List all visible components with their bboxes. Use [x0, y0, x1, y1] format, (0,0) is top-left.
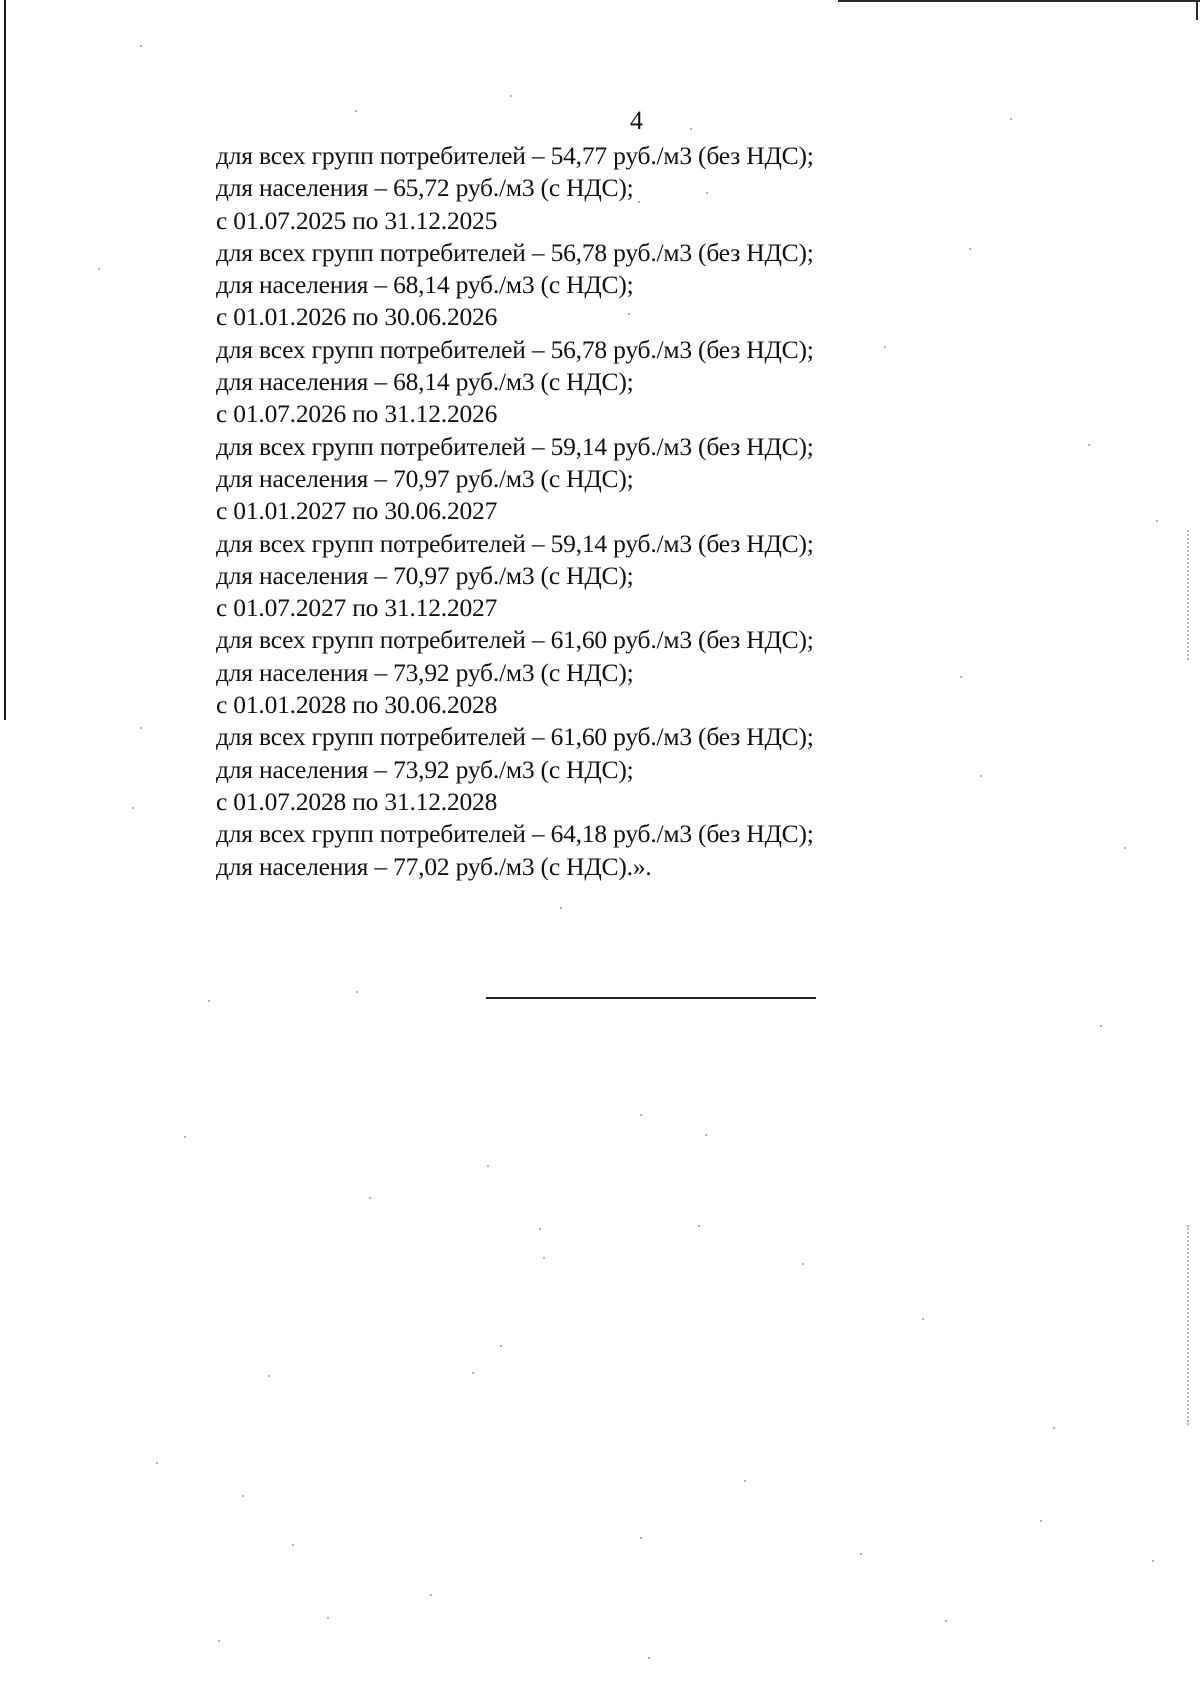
scan-edge-right [1196, 0, 1198, 20]
page-number: 4 [630, 106, 643, 135]
scan-margin-noise [1187, 530, 1191, 660]
text-line: для всех групп потребителей – 64,18 руб./м3 (без НДС); [216, 819, 814, 849]
tariff-text-block [216, 140, 916, 883]
closing-separator-line [486, 997, 816, 999]
period-line: с 01.07.2028 по 31.12.2028 [216, 786, 498, 816]
text-line: для населения – 68,14 руб./м3 (с НДС); [216, 367, 634, 397]
text-line: для всех групп потребителей – 61,60 руб./м3 (без НДС); [216, 625, 814, 655]
text-line: для населения – 70,97 руб./м3 (с НДС); [216, 560, 634, 590]
text-line: для всех групп потребителей – 59,14 руб./м3 (без НДС); [216, 431, 814, 461]
text-line: для всех групп потребителей – 54,77 руб./м3 (без НДС); [216, 141, 814, 170]
text-line: для населения – 68,14 руб./м3 (с НДС); [216, 270, 634, 300]
text-line: для всех групп потребителей – 56,78 руб./м3 (без НДС); [216, 334, 814, 364]
text-line: для населения – 65,72 руб./м3 (с НДС); [216, 173, 634, 203]
text-line: для всех групп потребителей – 56,78 руб./м3 (без НДС); [216, 237, 814, 267]
period-line: с 01.07.2026 по 31.12.2026 [216, 399, 498, 429]
scan-margin-noise [1187, 1225, 1191, 1425]
scan-edge-left [4, 0, 6, 720]
text-line: для населения – 73,92 руб./м3 (с НДС); [216, 754, 634, 784]
text-line: для населения – 77,02 руб./м3 (с НДС).». [216, 851, 652, 881]
period-line: с 01.01.2026 по 30.06.2026 [216, 302, 498, 332]
period-line: с 01.01.2027 по 30.06.2027 [216, 496, 498, 526]
period-line: с 01.01.2028 по 30.06.2028 [216, 690, 498, 720]
text-line: для всех групп потребителей – 59,14 руб./м3 (без НДС); [216, 528, 814, 558]
scan-edge-top [838, 0, 1200, 2]
text-line: для населения – 70,97 руб./м3 (с НДС); [216, 463, 634, 493]
text-line: для населения – 73,92 руб./м3 (с НДС); [216, 657, 634, 687]
text-line: для всех групп потребителей – 61,60 руб./м3 (без НДС); [216, 722, 814, 752]
period-line: с 01.07.2027 по 31.12.2027 [216, 593, 498, 623]
period-line: с 01.07.2025 по 31.12.2025 [216, 205, 498, 235]
